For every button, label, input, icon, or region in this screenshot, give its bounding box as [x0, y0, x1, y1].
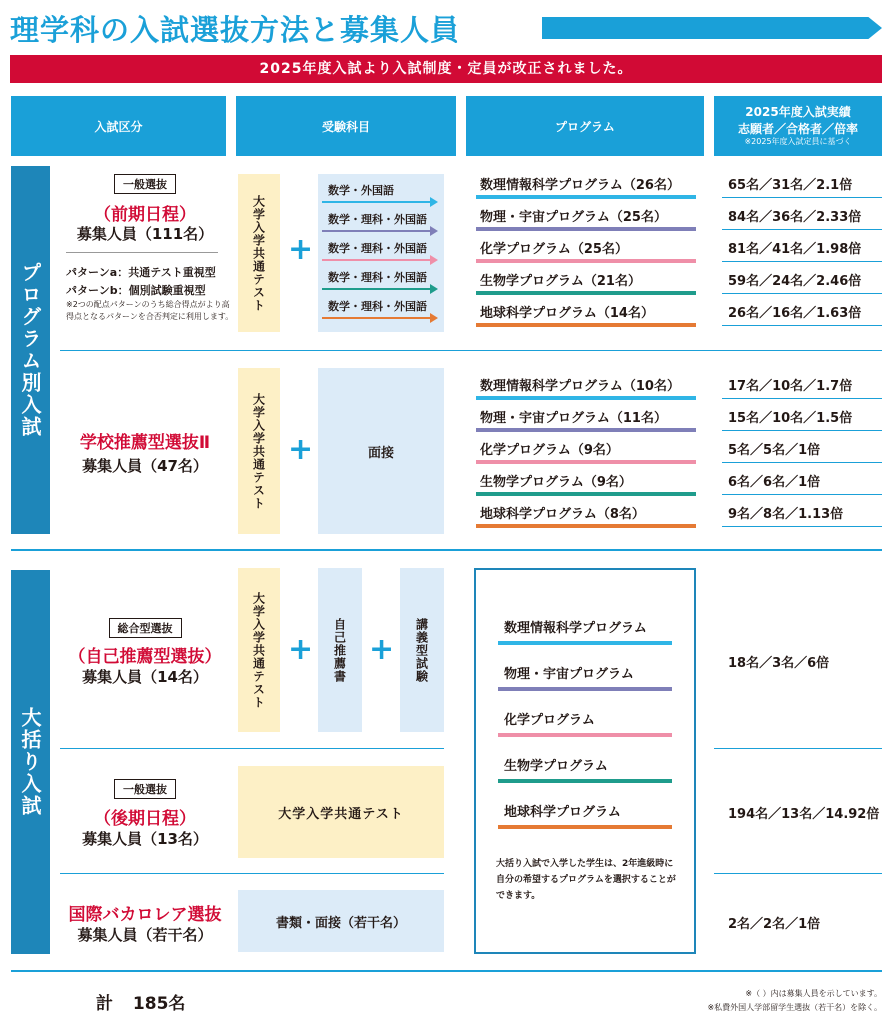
broad-note: 大括り入試で入学した学生は、2年進級時に自分の希望するプログラムを選択することができます。 [496, 859, 676, 901]
ib-result: 2名／2名／1倍 [728, 917, 821, 932]
program-result: 17名／10名／1.7倍 [728, 379, 853, 394]
pattern-a: パターンa：共通テスト重視型 [66, 266, 216, 279]
program-color-bar [476, 492, 696, 496]
result-underline [722, 494, 882, 495]
program-name: 物理・宇宙プログラム（11名） [480, 411, 667, 426]
program-name: 生物学プログラム（21名） [480, 274, 641, 289]
program-color-bar [476, 323, 696, 327]
arrow-line [322, 259, 430, 261]
page-title: 理学科の入試選抜方法と募集人員 [10, 13, 461, 47]
row-divider [714, 748, 882, 749]
revision-notice: 2025年度入試より入試制度・定員が改正されました。 [10, 55, 882, 83]
result-underline [722, 325, 882, 326]
arrow-right-icon [430, 284, 438, 294]
program-result: 6名／6名／1倍 [728, 475, 821, 490]
suisen-name: 学校推薦型選抜Ⅱ [79, 433, 211, 453]
total-value: 185名 [132, 994, 186, 1014]
program-result: 5名／5名／1倍 [728, 443, 821, 458]
common-test-box: 大学入学共通テスト [238, 174, 280, 332]
selection-type-badge: 一般選抜 [114, 174, 176, 194]
program-color-bar [476, 396, 696, 400]
header-results-note: ※2025年度入試定員に基づく [744, 136, 852, 146]
jiko-result: 18名／3名／6倍 [728, 656, 830, 671]
bottom-divider [11, 970, 882, 972]
arrow-line [322, 317, 430, 319]
subject-label: 数学・外国語 [328, 184, 394, 197]
program-color-bar [476, 524, 696, 528]
total-label: 計 [96, 994, 113, 1014]
section-divider [11, 549, 882, 551]
pattern-note: ※2つの配点パターンのうち総合得点がより高得点となるパターンを合否判定に利用します。 [66, 300, 234, 321]
broad-program-name: 数理情報科学プログラム [504, 621, 647, 636]
program-name: 化学プログラム（25名） [480, 242, 628, 257]
header-results-sub: 志願者／合格者／倍率 [737, 121, 858, 136]
plus-icon: + [369, 632, 395, 667]
footnote-1: ※（ ）内は募集人員を示しています。 [745, 989, 882, 998]
interview-box: 面接 [318, 368, 444, 534]
program-name: 地球科学プログラム（8名） [480, 507, 645, 522]
row-divider [60, 873, 444, 874]
program-color-bar [476, 227, 696, 231]
program-result: 81名／41名／1.98倍 [728, 242, 862, 257]
program-result: 26名／16名／1.63倍 [728, 306, 862, 321]
program-color-bar [476, 428, 696, 432]
arrow-right-icon [430, 313, 438, 323]
broad-program-name: 地球科学プログラム [504, 805, 621, 820]
result-underline [722, 526, 882, 527]
program-name: 地球科学プログラム（14名） [480, 306, 654, 321]
broad-program-name: 物理・宇宙プログラム [504, 667, 634, 682]
subject-label: 数学・理科・外国語 [328, 300, 427, 313]
selection-type-badge: 一般選抜 [114, 779, 176, 799]
program-result: 65名／31名／2.1倍 [728, 178, 853, 193]
plus-icon: + [288, 432, 314, 467]
program-color-bar [498, 779, 672, 783]
row-divider [714, 873, 882, 874]
self-recommendation-box: 自己推薦書 [318, 568, 362, 732]
broad-program-name: 生物学プログラム [504, 759, 608, 774]
program-result: 15名／10名／1.5倍 [728, 411, 853, 426]
suisen-quota: 募集人員（47名） [82, 457, 208, 475]
header-results-title: 2025年度入試実績 [745, 105, 851, 120]
program-color-bar [476, 291, 696, 295]
row-divider [60, 748, 444, 749]
program-color-bar [476, 259, 696, 263]
result-underline [722, 293, 882, 294]
program-color-bar [498, 733, 672, 737]
ib-quota: 募集人員（若干名） [77, 926, 213, 944]
subject-label: 数学・理科・外国語 [328, 213, 427, 226]
program-name: 数理情報科学プログラム（10名） [480, 379, 680, 394]
header-results [714, 96, 882, 156]
arrow-line [322, 201, 430, 203]
arrow-line [322, 230, 430, 232]
result-underline [722, 430, 882, 431]
selection-type-badge: 総合型選抜 [109, 618, 182, 638]
program-name: 物理・宇宙プログラム（25名） [480, 210, 667, 225]
koki-name: （後期日程） [94, 809, 196, 829]
program-color-bar [498, 825, 672, 829]
jiko-quota: 募集人員（14名） [82, 668, 208, 686]
program-result: 9名／8名／1.13倍 [728, 507, 844, 522]
result-underline [722, 398, 882, 399]
row-divider [60, 350, 882, 351]
result-underline [722, 462, 882, 463]
plus-icon: + [288, 632, 314, 667]
lecture-exam-box: 講義型試験 [400, 568, 444, 732]
documents-interview-box: 書類・面接（若干名） [238, 890, 444, 952]
program-color-bar [498, 687, 672, 691]
side-label-program: プログラム別入試 [11, 166, 50, 534]
broad-program-name: 化学プログラム [504, 713, 595, 728]
result-underline [722, 261, 882, 262]
zenki-quota: 募集人員（111名） [76, 225, 214, 243]
koki-result: 194名／13名／14.92倍 [728, 807, 880, 822]
arrow-right-icon [430, 197, 438, 207]
arrow-right-icon [430, 255, 438, 265]
title-decoration-bar [542, 17, 882, 39]
subject-label: 数学・理科・外国語 [328, 271, 427, 284]
common-test-box: 大学入学共通テスト [238, 568, 280, 732]
program-name: 化学プログラム（9名） [480, 443, 619, 458]
footnotes [707, 987, 882, 1015]
program-name: 数理情報科学プログラム（26名） [480, 178, 680, 193]
koki-quota: 募集人員（13名） [82, 830, 208, 848]
header-category: 入試区分 [11, 96, 226, 156]
total [96, 989, 185, 1014]
zenki-name: （前期日程） [94, 205, 196, 225]
program-result: 84名／36名／2.33倍 [728, 210, 862, 225]
divider [66, 252, 218, 253]
result-underline [722, 229, 882, 230]
arrow-line [322, 288, 430, 290]
header-program: プログラム [466, 96, 704, 156]
jiko-name: （自己推薦型選抜） [68, 647, 222, 667]
arrow-right-icon [430, 226, 438, 236]
program-color-bar [476, 195, 696, 199]
result-underline [722, 197, 882, 198]
header-subjects: 受験科目 [236, 96, 456, 156]
program-color-bar [476, 460, 696, 464]
plus-icon: + [288, 232, 314, 267]
program-color-bar [498, 641, 672, 645]
subject-label: 数学・理科・外国語 [328, 242, 427, 255]
ib-name: 国際バカロレア選抜 [68, 905, 222, 925]
common-test-box: 大学入学共通テスト [238, 766, 444, 858]
program-result: 59名／24名／2.46倍 [728, 274, 862, 289]
side-label-broad: 大括り入試 [11, 570, 50, 954]
pattern-b: パターンb：個別試験重視型 [66, 284, 206, 297]
program-name: 生物学プログラム（9名） [480, 475, 632, 490]
common-test-box: 大学入学共通テスト [238, 368, 280, 534]
footnote-2: ※私費外国人学部留学生選抜（若干名）を除く。 [707, 1003, 882, 1012]
